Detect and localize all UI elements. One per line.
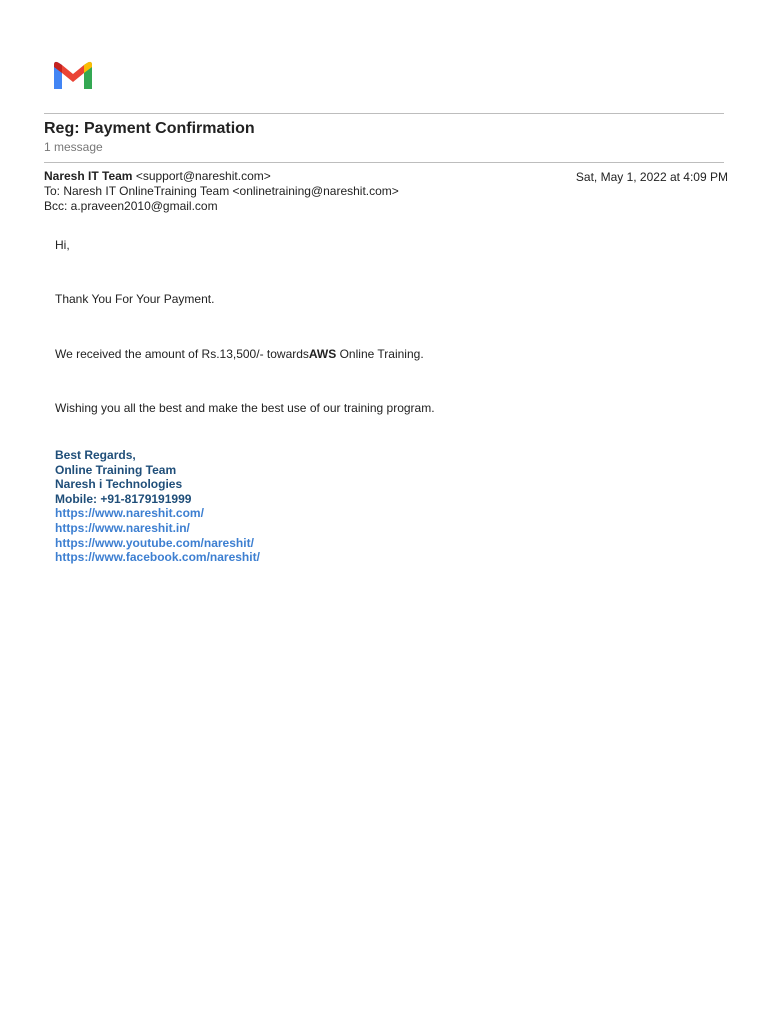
thanks-line: Thank You For Your Payment. xyxy=(55,292,215,306)
email-subject: Reg: Payment Confirmation xyxy=(44,120,255,137)
email-date: Sat, May 1, 2022 at 4:09 PM xyxy=(575,170,728,184)
signature-regards: Best Regards, xyxy=(55,448,136,462)
to-line[interactable]: To: Naresh IT OnlineTraining Team <onlinetraining@nareshit.com> xyxy=(44,184,399,198)
signature xyxy=(55,448,260,565)
header-divider xyxy=(44,113,724,114)
message-count: 1 message xyxy=(44,140,103,154)
sender-address[interactable]: <support@nareshit.com> xyxy=(135,169,271,183)
greeting: Hi, xyxy=(55,238,70,252)
wish-line: Wishing you all the best and make the best use of our training program. xyxy=(55,401,435,415)
signature-mobile: Mobile: +91-8179191999 xyxy=(55,491,192,506)
bcc-line[interactable]: Bcc: a.praveen2010@gmail.com xyxy=(44,199,218,213)
signature-company: Naresh i Technologies xyxy=(55,477,183,492)
from-line xyxy=(44,169,399,184)
link-youtube[interactable]: https://www.youtube.com/nareshit/ xyxy=(55,535,254,550)
gmail-logo-icon xyxy=(52,58,94,92)
payment-received-line xyxy=(55,347,424,361)
signature-team: Online Training Team xyxy=(55,462,177,477)
course-name: AWS xyxy=(308,347,337,361)
sender-name: Naresh IT Team xyxy=(44,169,133,183)
link-nareshit-in[interactable]: https://www.nareshit.in/ xyxy=(55,520,190,535)
received-prefix: We received the amount of Rs.13,500/- towards xyxy=(55,347,309,361)
link-facebook[interactable]: https://www.facebook.com/nareshit/ xyxy=(55,550,260,565)
subject-divider xyxy=(44,162,724,163)
received-suffix: Online Training. xyxy=(336,347,424,361)
email-headers xyxy=(44,169,399,214)
link-nareshit-com[interactable]: https://www.nareshit.com/ xyxy=(55,506,204,521)
